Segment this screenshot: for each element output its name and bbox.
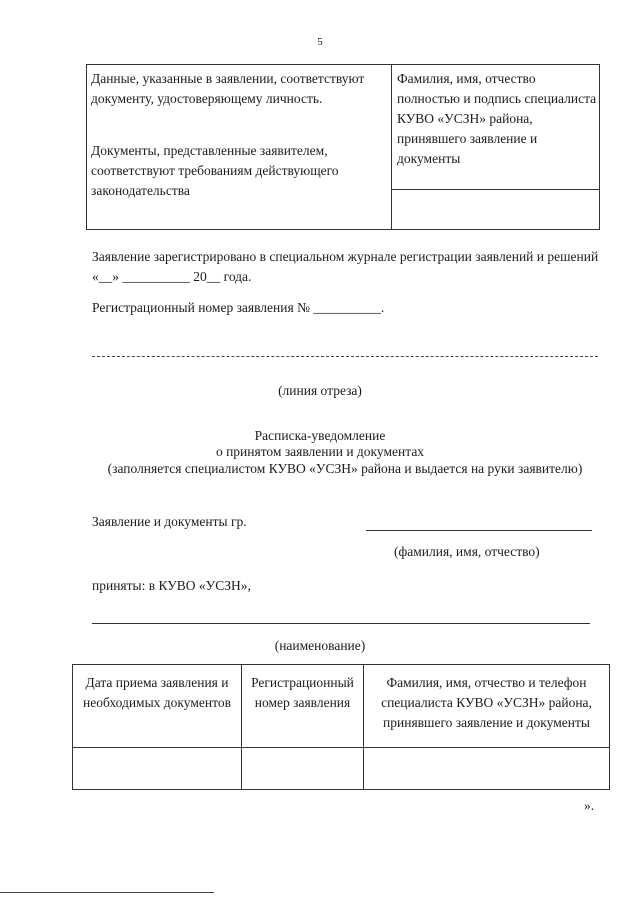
header-specialist: Фамилия, имя, отчество и телефон специалиста КУВО «УСЗН» района, принявшего заявление и документы — [381, 675, 592, 730]
name-caption: (наименование) — [274, 638, 366, 653]
accepted-label: приняты: в КУВО «УСЗН», — [92, 578, 251, 593]
verification-table — [86, 64, 600, 230]
table-divider — [73, 747, 609, 748]
applicant-label: Заявление и документы гр. — [92, 514, 247, 529]
registration-text: Заявление зарегистрировано в специальном журнале регистрации заявлений и решений «__» __________ 20__ года. — [92, 249, 599, 284]
fio-caption: (фамилия, имя, отчество) — [394, 544, 540, 559]
identity-verification-text: Данные, указанные в заявлении, соответствуют документу, удостоверяющему личность. — [91, 71, 365, 106]
table-divider — [391, 189, 599, 190]
receipt-table — [72, 664, 610, 790]
receipt-title: Расписка-уведомление — [254, 428, 386, 443]
closing-quote: ». — [584, 798, 595, 813]
documents-compliance-text: Документы, представленные заявителем, соответствуют требованиям действующего законодательства — [91, 143, 339, 198]
registration-number: Регистрационный номер заявления № __________. — [92, 300, 385, 315]
applicant-name-line — [366, 530, 592, 531]
page-number: 5 — [317, 36, 323, 48]
receipt-note: (заполняется специалистом КУВО «УСЗН» района и выдается на руки заявителю) — [107, 461, 583, 476]
header-date-received: Дата приема заявления и необходимых документов — [83, 675, 231, 710]
specialist-signature-header: Фамилия, имя, отчество полностью и подпись специалиста КУВО «УСЗН» района, принявшего заявление и документы — [397, 71, 597, 166]
cut-line — [92, 356, 598, 357]
footnote-separator — [0, 892, 214, 893]
receipt-subtitle: о принятом заявлении и документах — [215, 444, 425, 459]
table-divider — [391, 65, 392, 229]
cut-line-label: (линия отреза) — [278, 383, 362, 398]
header-registration-number: Регистрационный номер заявления — [251, 675, 354, 710]
organization-name-line — [92, 623, 590, 624]
